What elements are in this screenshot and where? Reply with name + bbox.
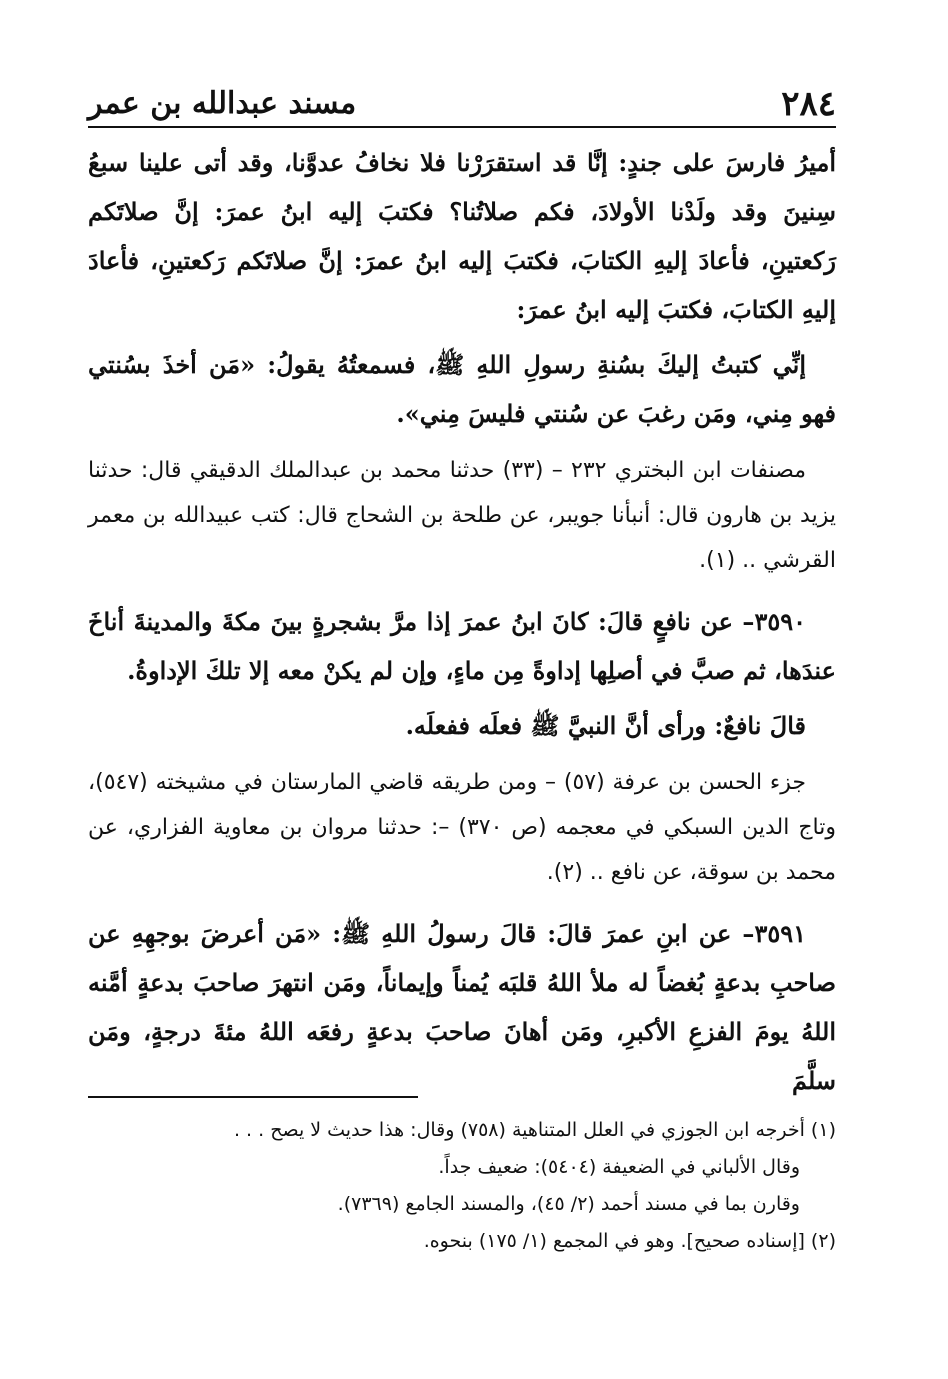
hadith-text: قالَ نافعٌ: ورأى أنَّ النبيَّ ﷺ فعلَه ففعلَه. xyxy=(405,711,806,740)
page-body xyxy=(88,138,836,1105)
hadith-number: ٣٥٩٠ xyxy=(754,607,806,636)
hadith-text: إنِّي كتبتُ إليكَ بسُنةِ رسولِ اللهِ ﷺ، فسمعتُهُ يقولُ: «مَن أخذَ بسُنتي فهو مِني، ومَن رغبَ عن سُنتي فليسَ مِني». xyxy=(88,350,836,428)
hadith-text: – عن نافعٍ قالَ: كانَ ابنُ عمرَ إذا مرَّ بشجرةٍ بينَ مكةَ والمدينةَ أناخَ عندَها، ثم صبَّ في أصلِها إداوةً مِن ماءٍ، وإن لم يكنْ معه إلا تلكَ الإداوةُ. xyxy=(88,607,836,685)
footnote-divider xyxy=(88,1096,418,1098)
hadith-3591 xyxy=(88,909,836,1105)
running-title: مسند عبدالله بن عمر xyxy=(88,86,357,121)
footnote-1: (١) أخرجه ابن الجوزي في العلل المتناهية (٧٥٨) وقال: هذا حديث لا يصح . . . xyxy=(233,1119,836,1141)
page-number: ٢٨٤ xyxy=(781,84,836,124)
source-citation: جزء الحسن بن عرفة (٥٧) – ومن طريقه قاضي المارستان في مشيخته (٥٤٧)، وتاج الدين السبكي في معجمه (ص ٣٧٠) –: حدثنا مروان بن معاوية الفزاري، عن محمد بن سوقة، عن نافع .. (٢). xyxy=(88,770,836,885)
hadith-text: أميرُ فارسَ على جندٍ: إنَّا قد استقرَرْنا فلا نخافُ عدوَّنا، وقد أتى علينا سبعُ سِنينَ وقد ولَدْنا الأولادَ، فكم صلاتُنا؟ فكتبَ إليه ابنُ عمرَ: إنَّ صلاتَكم رَكعتينِ، فأعادَ إليهِ الكتابَ، فكتبَ إليه ابنُ عمرَ: إنَّ صلاتَكم رَكعتينِ، فأعادَ إليهِ الكتابَ، فكتبَ إليه ابنُ عمرَ: xyxy=(88,148,837,324)
source-citation: مصنفات ابن البختري ٢٣٢ – (٣٣) حدثنا محمد بن عبدالملك الدقيقي قال: حدثنا يزيد بن هارون قال: أنبأنا جويبر، عن طلحة بن الشحاج قال: كتب عبيدالله بن معمر القرشي .. (١). xyxy=(88,458,836,573)
header-divider xyxy=(88,126,836,128)
footnote-2: (٢) [إسناده صحيح]. وهو في المجمع (١/ ١٧٥) بنحوه. xyxy=(423,1230,836,1252)
footnote-1-continuation: وقال الألباني في الضعيفة (٥٤٠٤): ضعيف جداً. xyxy=(438,1156,800,1178)
hadith-number: ٣٥٩١ xyxy=(754,919,806,948)
page-header xyxy=(88,80,836,124)
footnotes xyxy=(88,1112,836,1260)
footnote-1-continuation: وقارن بما في مسند أحمد (٢/ ٤٥)، والمسند الجامع (٧٣٦٩). xyxy=(337,1193,800,1215)
hadith-text: – عن ابنِ عمرَ قالَ: قالَ رسولُ اللهِ ﷺ: «مَن أعرضَ بوجهِهِ عن صاحبِ بدعةٍ بُغضاً له ملأ اللهُ قلبَه يُمناً وإيماناً، ومَن انتهرَ صاحبَ بدعةٍ أمَّنه اللهُ يومَ الفزعِ الأكبرِ، ومَن أهانَ صاحبَ بدعةٍ رفعَه اللهُ مئةَ درجةٍ، ومَن سلَّمَ xyxy=(88,919,836,1095)
hadith-3590 xyxy=(88,597,836,695)
